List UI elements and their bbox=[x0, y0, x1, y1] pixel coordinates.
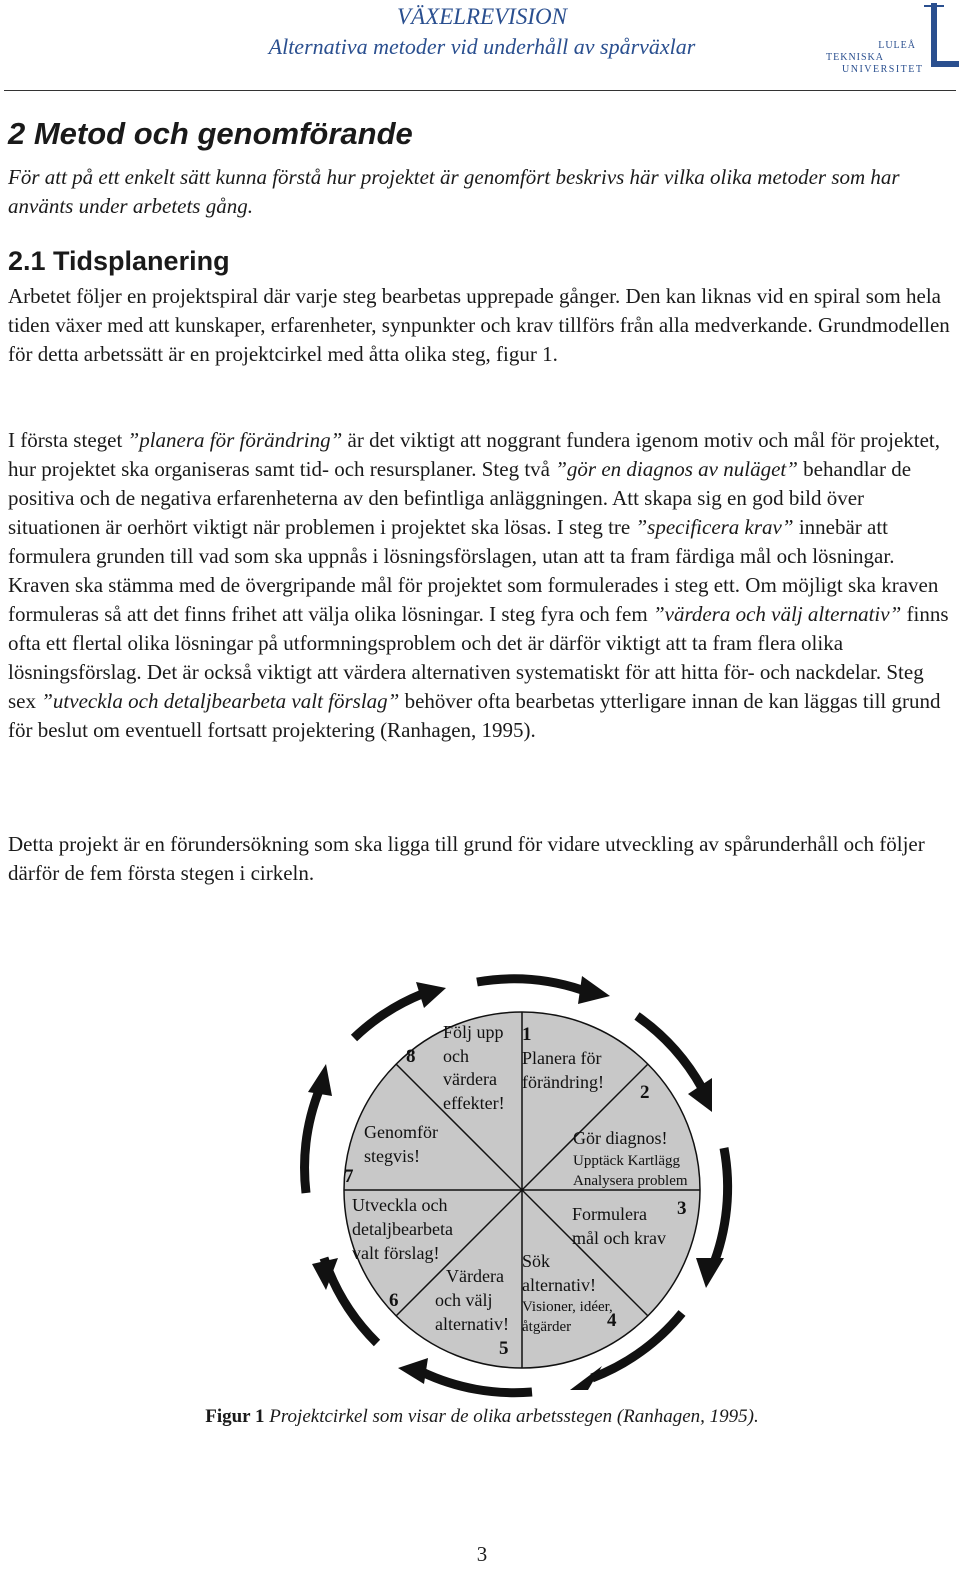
segment-7-number: 7 bbox=[344, 1166, 354, 1187]
p2-quote-5: ”utveckla och detaljbearbeta valt förslag” bbox=[41, 689, 400, 713]
section-heading: 2 Metod och genomförande bbox=[8, 116, 413, 151]
segment-4-number: 4 bbox=[607, 1310, 617, 1331]
header-divider bbox=[4, 90, 956, 91]
segment-4-sub-1: Visioner, idéer, bbox=[522, 1299, 613, 1315]
segment-1-number: 1 bbox=[522, 1024, 532, 1045]
p2-text-2: är det viktigt att noggrant fundera igenom motiv och mål för projektet, hur projektet ska organiseras samt tid- och resursplaner. Steg två bbox=[8, 428, 941, 481]
cycle-arrow-3 bbox=[712, 1148, 728, 1268]
header-subtitle: Alternativa metoder vid underhåll av spårväxlar bbox=[268, 34, 696, 59]
arrow-head-5 bbox=[398, 1358, 428, 1384]
segment-6-line-3: valt förslag! bbox=[352, 1243, 440, 1263]
caption-label: Figur 1 bbox=[205, 1406, 265, 1427]
figure-caption bbox=[0, 1406, 960, 1428]
segment-6-line-2: detaljbearbeta bbox=[352, 1219, 453, 1239]
cycle-arrow-1 bbox=[477, 979, 582, 990]
section-intro: För att på ett enkelt sätt kunna förstå hur projektet är genomfört beskrivs här vilka olika metoder som har använts under arbetets gång. bbox=[8, 165, 900, 218]
segment-8-number: 8 bbox=[406, 1046, 416, 1067]
p2-text-4: innebär att formulera grunden till vad som ska uppnås i lösningsförslagen, utan att ta fram färdiga mål och lösningar. Kraven ska stämma med de övergripande mål för projektet som formulerades i steg ett. Om möjligt ska kraven formuleras så att det finns frihet att välja olika lösningar. I steg fyra och fem bbox=[8, 515, 939, 626]
arrow-head-7 bbox=[308, 1064, 332, 1096]
segment-5-number: 5 bbox=[499, 1338, 509, 1359]
segment-3-number: 3 bbox=[677, 1198, 687, 1219]
cycle-arrow-8 bbox=[354, 994, 422, 1038]
header-title: VÄXELREVISION bbox=[397, 4, 567, 29]
p2-quote-2: ”gör en diagnos av nuläget” bbox=[555, 457, 798, 481]
logo-text-3: UNIVERSITET bbox=[842, 64, 924, 75]
cycle-arrow-7 bbox=[305, 1088, 320, 1193]
segment-2-sub-2: Analysera problem bbox=[573, 1173, 688, 1189]
logo-mark bbox=[934, 6, 956, 64]
p2-quote-4: ”värdera och välj alternativ” bbox=[652, 602, 902, 626]
segment-3-line-1: Formulera bbox=[572, 1204, 647, 1224]
p2-text-5: finns ofta ett flertal olika lösningar på utformningsproblem och det är därför viktigt att ta fram flera olika lösningsförslag. Det är också viktigt att värdera alternativen systematiskt för att hitta för- och nackdelar. Steg sex bbox=[8, 602, 949, 713]
segment-2-sub-1: Upptäck Kartlägg bbox=[573, 1153, 681, 1169]
university-logo bbox=[822, 2, 960, 76]
segment-8-line-3: värdera bbox=[443, 1069, 497, 1089]
p2-text-6: behöver ofta bearbetas ytterligare innan de kan läggas till grund för beslut om eventuell fortsatt projektering (Ranhagen, 1995). bbox=[8, 689, 941, 742]
paragraph-2 bbox=[8, 426, 956, 745]
segment-3-line-2: mål och krav bbox=[572, 1228, 666, 1248]
arrow-head-3 bbox=[696, 1258, 724, 1288]
segment-4-line-1: Sök bbox=[522, 1251, 551, 1271]
arrow-head-1 bbox=[578, 976, 610, 1004]
segment-7-line-1: Genomför bbox=[364, 1122, 438, 1142]
segment-5-line-3: alternativ! bbox=[435, 1314, 509, 1334]
segment-8-line-2: och bbox=[443, 1046, 469, 1066]
segment-7-line-2: stegvis! bbox=[364, 1146, 420, 1166]
subsection-heading: 2.1 Tidsplanering bbox=[8, 246, 230, 276]
segment-5-line-2: och välj bbox=[435, 1290, 493, 1310]
segment-1-line-2: förändring! bbox=[522, 1072, 604, 1092]
segment-4-line-2: alternativ! bbox=[522, 1275, 596, 1295]
p2-quote-1: ”planera för förändring” bbox=[127, 428, 343, 452]
p2-quote-3: ”specificera krav” bbox=[635, 515, 794, 539]
segment-5-line-1: Värdera bbox=[446, 1266, 504, 1286]
logo-text-2: TEKNISKA bbox=[826, 52, 884, 63]
paragraph-1: Arbetet följer en projektspiral där varje steg bearbetas upprepade gånger. Den kan liknas vid en spiral som hela tiden växer med att kunskaper, erfarenheter, synpunkter och krav tillförs från alla medverkande. Grundmodellen för detta arbetssätt är en projektcirkel med åtta olika steg, figur 1. bbox=[8, 284, 950, 366]
segment-2-line-1: Gör diagnos! bbox=[573, 1128, 668, 1148]
paragraph-3: Detta projekt är en förundersökning som ska ligga till grund för vidare utveckling av spårunderhåll och följer därför de fem första stegen i cirkeln. bbox=[8, 832, 925, 885]
arrow-head-8 bbox=[416, 982, 446, 1008]
p2-text-1: I första steget bbox=[8, 428, 128, 452]
page-number: 3 bbox=[476, 1542, 488, 1566]
segment-8-line-4: effekter! bbox=[443, 1093, 505, 1113]
segment-6-line-1: Utveckla och bbox=[352, 1195, 448, 1215]
project-circle-diagram bbox=[292, 958, 752, 1398]
p2-text-3: behandlar de positiva och de negativa erfarenheterna av den befintliga anläggningen. Att skapa sig en god bild över situationen är oerhört viktigt när problemen i projektet ska lösas. I steg tre bbox=[8, 457, 912, 539]
segment-6-number: 6 bbox=[389, 1290, 399, 1311]
segment-2-number: 2 bbox=[640, 1082, 650, 1103]
segment-8-line-1: Följ upp bbox=[443, 1022, 504, 1042]
logo-text-1: LULEÅ bbox=[878, 40, 916, 51]
segment-1-line-1: Planera för bbox=[522, 1048, 602, 1068]
caption-text: Projektcirkel som visar de olika arbetsstegen (Ranhagen, 1995). bbox=[264, 1406, 759, 1427]
segment-4-sub-2: åtgärder bbox=[522, 1319, 572, 1335]
cycle-arrow-5 bbox=[422, 1372, 532, 1393]
